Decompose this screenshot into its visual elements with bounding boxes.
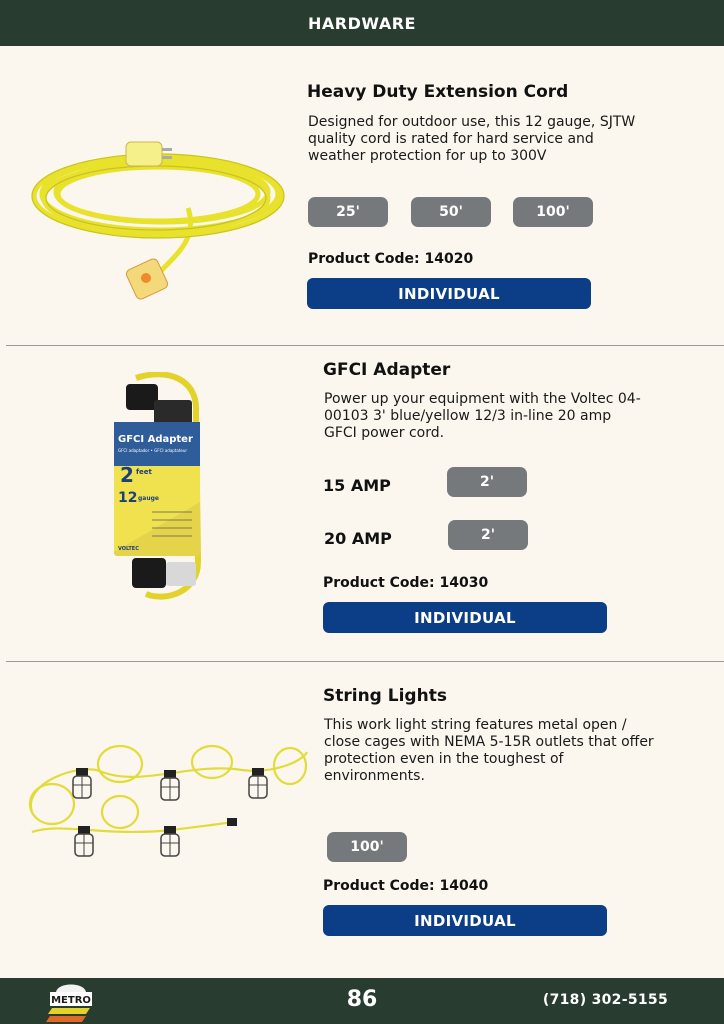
individual-button[interactable]: INDIVIDUAL: [323, 905, 607, 936]
product-title: GFCI Adapter: [323, 360, 451, 380]
section-divider: [6, 661, 724, 662]
package-length: 2: [120, 463, 134, 487]
page-number: 86: [346, 987, 378, 1012]
package-subtitle: GFCI adaptador • GFCI adaptateur: [118, 448, 188, 453]
package-gauge-unit: gauge: [138, 495, 159, 502]
product-code: Product Code: 14040: [323, 878, 489, 894]
string-lights-image: [22, 742, 312, 872]
package-brand: VOLTEC: [118, 546, 139, 552]
page-header: [0, 0, 724, 46]
product-code: Product Code: 14030: [323, 575, 489, 591]
size-option-15-amp[interactable]: 2': [447, 467, 527, 497]
package-length-unit: feet: [136, 468, 152, 476]
package-gauge: 12: [118, 490, 138, 506]
logo-text: METRO: [51, 995, 91, 1006]
product-title: String Lights: [323, 686, 447, 706]
product-code: Product Code: 14020: [308, 251, 474, 267]
size-option-20-amp[interactable]: 2': [448, 520, 528, 550]
amp-label-15: 15 AMP: [323, 476, 391, 495]
section-title: HARDWARE: [308, 13, 416, 33]
size-option-100[interactable]: 100': [513, 197, 593, 227]
size-option-100[interactable]: 100': [327, 832, 407, 862]
package-title: GFCI Adapter: [118, 434, 193, 445]
product-title: Heavy Duty Extension Cord: [307, 82, 569, 102]
product-description: This work light string features metal open / close cages with NEMA 5-15R outlets that offer protection even in the toughest of environments.: [324, 717, 654, 784]
individual-button[interactable]: INDIVIDUAL: [323, 602, 607, 633]
size-option-25[interactable]: 25': [308, 197, 388, 227]
size-option-50[interactable]: 50': [411, 197, 491, 227]
page-footer: [0, 978, 724, 1024]
extension-cord-image: [28, 128, 290, 303]
amp-label-20: 20 AMP: [324, 529, 392, 548]
phone-number: (718) 302-5155: [542, 992, 668, 1008]
individual-button[interactable]: INDIVIDUAL: [307, 278, 591, 309]
gfci-adapter-image: [106, 372, 210, 600]
product-description: Designed for outdoor use, this 12 gauge, SJTW quality cord is rated for hard service and weather protection for up to 300V: [308, 114, 636, 164]
section-divider: [6, 345, 724, 346]
product-description: Power up your equipment with the Voltec 04-00103 3' blue/yellow 12/3 in-line 20 amp GFCI power cord.: [324, 391, 641, 441]
